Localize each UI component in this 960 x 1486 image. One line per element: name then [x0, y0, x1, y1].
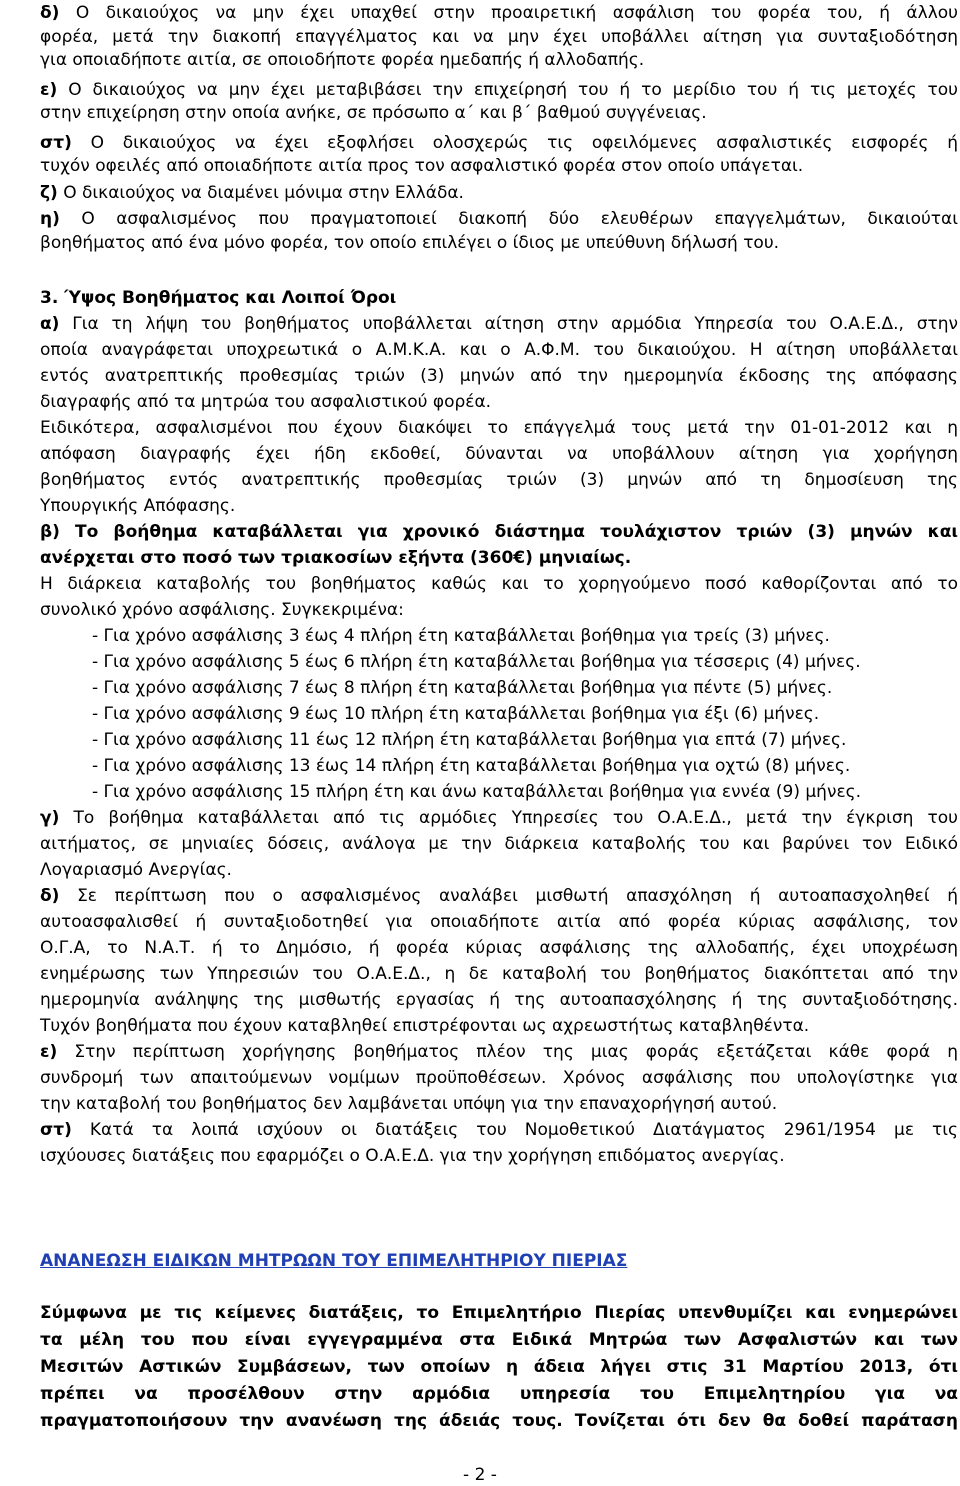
section3-a-line: εντός ανατρεπτικής προθεσμίας τριών (3) μηνών από την ημερομηνία έκδοσης της απόφασης — [40, 366, 958, 386]
section3-c-line: αιτήματος, σε μηνιαίες δόσεις, ανάλογα με την διάρκεια καταβολής του και βαρύνει τον Ειδικό — [40, 834, 958, 854]
section3-st-line: ισχύουσες διατάξεις που εφαρμόζει ο Ο.Α.Ε.Δ. για την χορήγηση επιδόματος ανεργίας. — [40, 1146, 785, 1166]
section3-b-line: Η διάρκεια καταβολής του βοηθήματος καθώς και το χορηγούμενο ποσό καθορίζονται από το — [40, 574, 958, 594]
announcement-line: τα μέλη του που είναι εγγεγραμμένα στα Ειδικά Μητρώα των Ασφαλιστών και των — [40, 1330, 958, 1350]
item-h-line: η) Ο ασφαλισμένος που πραγματοποιεί διακοπή δύο ελευθέρων επαγγελμάτων, δικαιούται — [40, 209, 958, 229]
section3-a-line: α) Για τη λήψη του βοηθήματος υποβάλλεται αίτηση στην αρμόδια Υπηρεσία του Ο.Α.Ε.Δ., στην — [40, 314, 958, 334]
section3-b-line: συνολικό χρόνο ασφάλισης. Συγκεκριμένα: — [40, 600, 404, 620]
section3-st-line: στ) Κατά τα λοιπά ισχύουν οι διατάξεις του Νομοθετικού Διατάγματος 2961/1954 με τις — [40, 1120, 959, 1140]
section3-c-line: γ) Το βοήθημα καταβάλλεται από τις αρμόδιες Υπηρεσίες του Ο.Α.Ε.Δ., μετά την έγκριση του — [40, 808, 959, 828]
section3-e-line: συνδρομή των απαιτούμενων νομίμων προϋποθέσεων. Χρόνος ασφάλισης που υπολογίστηκε για — [40, 1068, 958, 1088]
section3-d-line: δ) Σε περίπτωση που ο ασφαλισμένος αναλάβει μισθωτή απασχόληση ή αυτοαπασχοληθεί ή — [40, 886, 958, 906]
section3-d-line: Ο.Γ.Α, το Ν.Α.Τ. ή το Δημόσιο, ή φορέα κύριας ασφάλισης της αλλοδαπής, έχει υποχρέωση — [40, 938, 958, 958]
section3-a-line: Ειδικότερα, ασφαλισμένοι που έχουν διακόψει το επάγγελμά τους μετά την 01-01-2012 και η — [40, 418, 958, 438]
section3-a-line: Υπουργικής Απόφασης. — [40, 496, 236, 516]
announcement-line: Σύμφωνα με τις κείμενες διατάξεις, το Επιμελητήριο Πιερίας υπενθυμίζει και ενημερώνει — [40, 1303, 958, 1323]
announcement-line: πραγματοποιήσουν την ανανέωση της άδειάς τους. Τονίζεται ότι δεν θα δοθεί παράταση — [40, 1411, 958, 1431]
section3-a-line: διαγραφής από τα μητρώα του ασφαλιστικού φορέα. — [40, 392, 492, 412]
section3-a-line: βοηθήματος εντός ανατρεπτικής προθεσμίας τριών (3) μηνών από τη δημοσίευση της — [40, 470, 958, 490]
item-h-line: βοηθήματος από ένα μόνο φορέα, τον οποίο επιλέγει ο ίδιος με υπεύθυνη δήλωσή του. — [40, 233, 780, 253]
item-e-line: ε) Ο δικαιούχος να μην έχει μεταβιβάσει την επιχείρησή του ή το μερίδιο του ή τις μετοχές του — [40, 80, 958, 100]
list-item: - Για χρόνο ασφάλισης 11 έως 12 πλήρη έτη καταβάλλεται βοήθημα για επτά (7) μήνες. — [92, 730, 847, 750]
item-d-line: φορέα, μετά την διακοπή επαγγέλματος και να μην έχει υποβάλλει αίτηση για συνταξιοδότηση — [40, 27, 958, 47]
list-item: - Για χρόνο ασφάλισης 3 έως 4 πλήρη έτη καταβάλλεται βοήθημα για τρείς (3) μήνες. — [92, 626, 830, 646]
list-item: - Για χρόνο ασφάλισης 5 έως 6 πλήρη έτη καταβάλλεται βοήθημα για τέσσερις (4) μήνες. — [92, 652, 861, 672]
list-item: - Για χρόνο ασφάλισης 7 έως 8 πλήρη έτη καταβάλλεται βοήθημα για πέντε (5) μήνες. — [92, 678, 833, 698]
item-st-line: τυχόν οφειλές από οποιαδήποτε αιτία προς τον ασφαλιστικό φορέα στον οποίο υπάγεται. — [40, 156, 804, 176]
section3-b-bold-line: β) Το βοήθημα καταβάλλεται για χρονικό διάστημα τουλάχιστον τριών (3) μηνών και — [40, 522, 959, 542]
item-z-line: ζ) Ο δικαιούχος να διαμένει μόνιμα στην Ελλάδα. — [40, 183, 464, 203]
list-item: - Για χρόνο ασφάλισης 13 έως 14 πλήρη έτη καταβάλλεται βοήθημα για οχτώ (8) μήνες. — [92, 756, 851, 776]
list-item: - Για χρόνο ασφάλισης 15 πλήρη έτη και άνω καταβάλλεται βοήθημα για εννέα (9) μήνες. — [92, 782, 862, 802]
page-number: - 2 - — [463, 1465, 497, 1485]
section3-a-line: οποία αναγράφεται υποχρεωτικά ο Α.Μ.Κ.Α. και ο Α.Φ.Μ. του δικαιούχου. Η αίτηση υποβάλλεται — [40, 340, 958, 360]
section3-d-line: ενημέρωσης των Υπηρεσιών του Ο.Α.Ε.Δ., η δε καταβολή του βοηθήματος διακόπτεται από την — [40, 964, 958, 984]
item-e-line: στην επιχείρηση στην οποία ανήκε, σε πρόσωπο α΄ και β΄ βαθμού συγγένειας. — [40, 103, 707, 123]
item-d-line: δ) Ο δικαιούχος να μην έχει υπαχθεί στην προαιρετική ασφάλιση του φορέα του, ή άλλου — [40, 3, 958, 23]
section3-d-line: ημερομηνία ανάληψης της μισθωτής εργασίας ή της αυτοαπασχόλησης ή της συνταξιοδότησης. — [40, 990, 958, 1010]
item-d-line: για οποιαδήποτε αιτία, σε οποιοδήποτε φορέα ημεδαπής ή αλλοδαπής. — [40, 50, 645, 70]
announcement-line: Μεσιτών Αστικών Συμβάσεων, των οποίων η άδεια λήγει στις 31 Μαρτίου 2013, ότι — [40, 1357, 958, 1377]
item-st-line: στ) Ο δικαιούχος να έχει εξοφλήσει ολοσχερώς τις οφειλόμενες ασφαλιστικές εισφορές ή — [40, 133, 959, 153]
section3-e-line: ε) Στην περίπτωση χορήγησης βοηθήματος πλέον της μιας φοράς εξετάζεται κάθε φορά η — [40, 1042, 958, 1062]
list-item: - Για χρόνο ασφάλισης 9 έως 10 πλήρη έτη καταβάλλεται βοήθημα για έξι (6) μήνες. — [92, 704, 820, 724]
section3-b-bold-line: ανέρχεται στο ποσό των τριακοσίων εξήντα (360€) μηνιαίως. — [40, 548, 632, 568]
item-label: δ) — [40, 3, 60, 23]
section3-d-line: Τυχόν βοηθήματα που έχουν καταβληθεί επιστρέφονται ως αχρεωστήτως καταβληθέντα. — [40, 1016, 810, 1036]
announcement-line: πρέπει να προσέλθουν στην αρμόδια υπηρεσία του Επιμελητηρίου για να — [40, 1384, 958, 1404]
section-3-title: 3. Ύψος Βοηθήματος και Λοιποί Όροι — [40, 288, 397, 308]
section3-a-line: απόφαση διαγραφής έχει ήδη εκδοθεί, δύνανται να υποβάλλουν αίτηση για χορήγηση — [40, 444, 958, 464]
announcement-title-link[interactable]: ΑΝΑΝΕΩΣΗ ΕΙΔΙΚΩΝ ΜΗΤΡΩΩΝ ΤΟΥ ΕΠΙΜΕΛΗΤΗΡΙΟΥ ΠΙΕΡΙΑΣ — [40, 1251, 628, 1271]
section3-c-line: Λογαριασμό Ανεργίας. — [40, 860, 232, 880]
section3-e-line: την καταβολή του βοηθήματος δεν λαμβάνεται υπόψη για την επαναχορήγησή αυτού. — [40, 1094, 778, 1114]
section3-d-line: αυτοασφαλισθεί ή συνταξιοδοτηθεί για οποιαδήποτε αιτία από φορέα κύριας ασφάλισης, τον — [40, 912, 958, 932]
